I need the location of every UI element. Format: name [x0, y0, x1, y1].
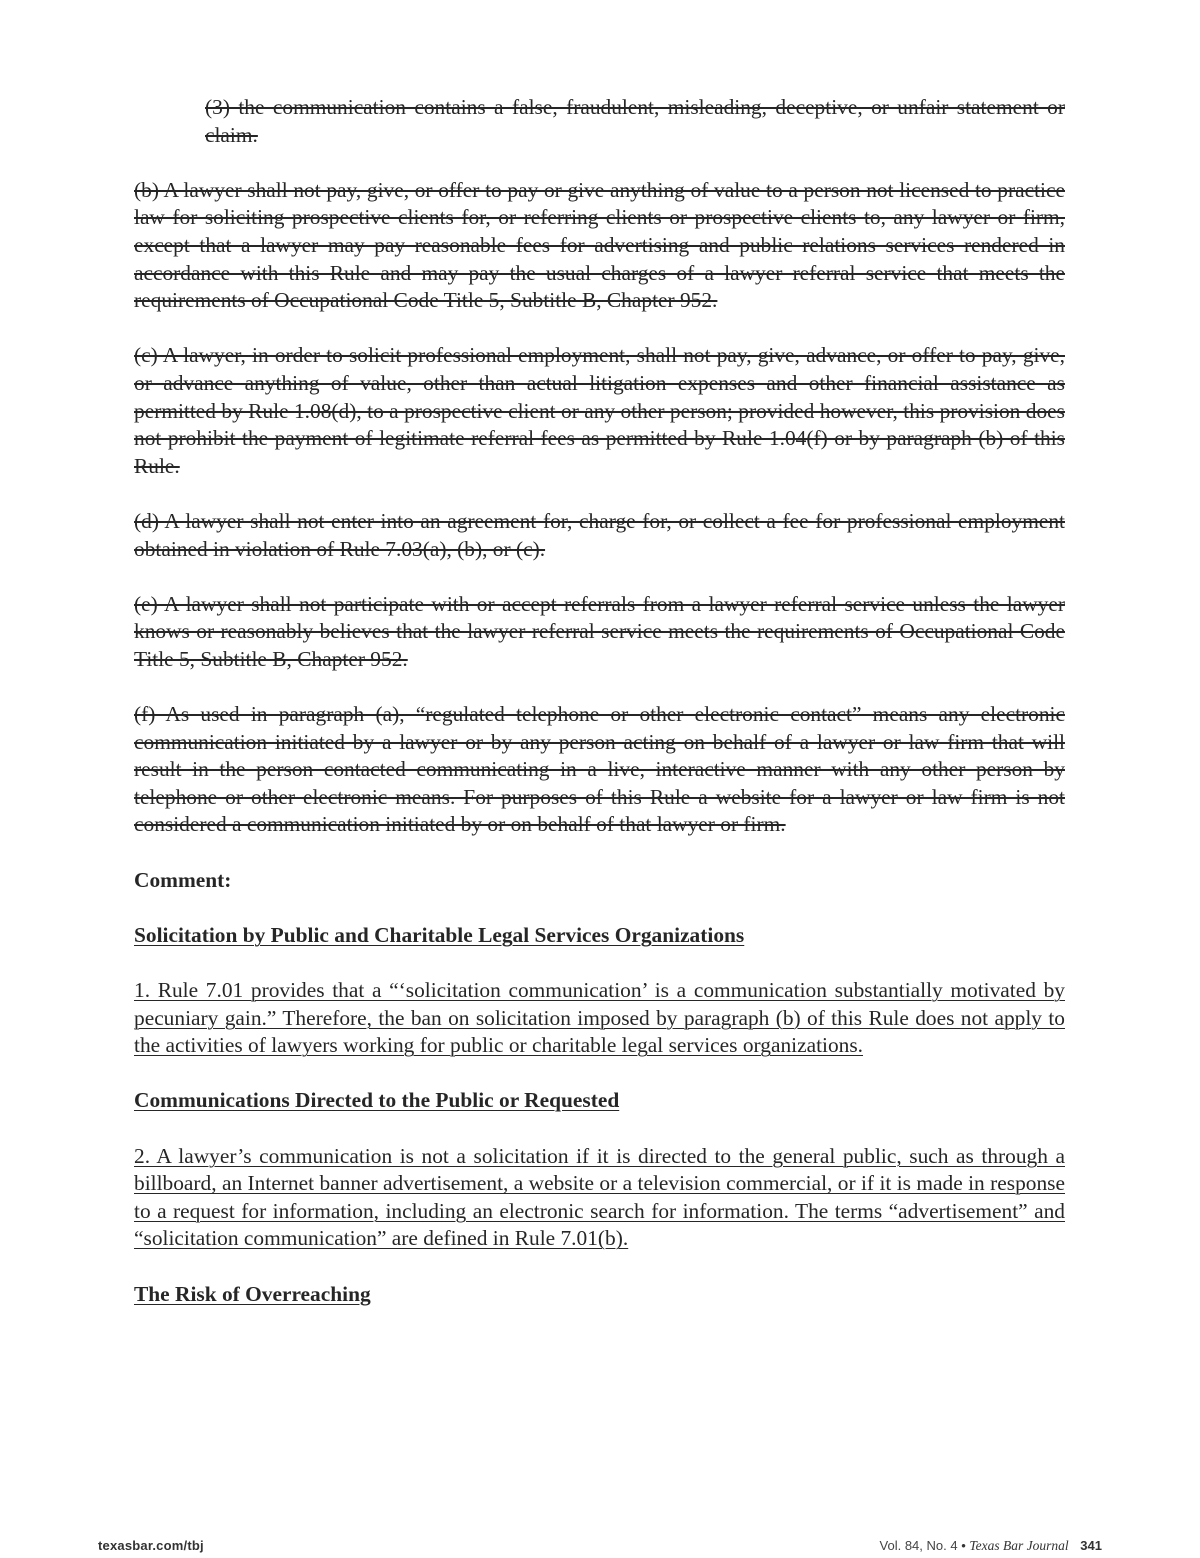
section-heading-communications: Communications Directed to the Public or Requested — [134, 1088, 620, 1113]
comment-paragraph-2: 2. A lawyer’s communication is not a solicitation if it is directed to the general public, such as through a billboard, an Internet banner advertisement, a website or a television commercial, or if it is made in response to a request for information, including an electronic search for information. The terms “advertisement” and “solicitation communication” are defined in Rule 7.01(b). — [134, 1143, 1065, 1251]
footer-journal-title: Texas Bar Journal — [969, 1538, 1069, 1553]
paragraph-d-struck: (d) A lawyer shall not enter into an agreement for, charge for, or collect a fee for professional employment obtained in violation of Rule 7.03(a), (b), or (c). — [134, 508, 1065, 561]
comment-paragraph-1: 1. Rule 7.01 provides that a “‘solicitation communication’ is a communication substantially motivated by pecuniary gain.” Therefore, the ban on solicitation imposed by paragraph (b) of this Rule does not apply to the activities of lawyers working for public or charitable legal services organizations. — [134, 978, 1065, 1058]
footer-site-link[interactable]: texasbar.com/tbj — [98, 1538, 204, 1553]
section-heading-overreaching: The Risk of Overreaching — [134, 1281, 371, 1306]
paragraph-a3-struck: (3) the communication contains a false, fraudulent, misleading, deceptive, or unfair statement or claim. — [205, 95, 1065, 147]
footer-publication-info — [880, 1538, 1102, 1554]
paragraph-b-struck: (b) A lawyer shall not pay, give, or offer to pay or give anything of value to a person not licensed to practice law for soliciting prospective clients for, or referring clients or prospective clients to, any lawyer or firm, except that a lawyer may pay reasonable fees for advertising and public relations services rendered in accordance with this Rule and may pay the usual charges of a lawyer referral service that meets the requirements of Occupational Code Title 5, Subtitle B, Chapter 952. — [134, 177, 1065, 313]
footer-volume: Vol. 84, No. 4 — [879, 1538, 958, 1553]
section-heading-solicitation: Solicitation by Public and Charitable Legal Services Organizations — [134, 922, 745, 947]
page-footer — [98, 1538, 1102, 1558]
paragraph-e-struck: (e) A lawyer shall not participate with or accept referrals from a lawyer referral service unless the lawyer knows or reasonably believes that the lawyer referral service meets the requirements of Occupational Code Title 5, Subtitle B, Chapter 952. — [134, 591, 1065, 671]
footer-page-number: 341 — [1080, 1538, 1102, 1553]
paragraph-c-struck: (c) A lawyer, in order to solicit professional employment, shall not pay, give, advance, or offer to pay, give, or advance anything of value, other than actual litigation expenses and other financial assistance as permitted by Rule 1.08(d), to a prospective client or any other person; provided however, this provision does not prohibit the payment of legitimate referral fees as permitted by Rule 1.04(f) or by paragraph (b) of this Rule. — [134, 343, 1065, 478]
document-body — [134, 94, 1065, 1336]
paragraph-f-struck: (f) As used in paragraph (a), “regulated telephone or other electronic contact” means any electronic communication initiated by a lawyer or by any person acting on behalf of a lawyer or law firm that will result in the person contacted communicating in a live, interactive manner with any other person by telephone or other electronic means. For purposes of this Rule a website for a lawyer or law firm is not considered a communication initiated by or on behalf of that lawyer or firm. — [134, 702, 1065, 837]
comment-heading: Comment: — [134, 867, 232, 892]
footer-bullet: • — [961, 1538, 966, 1553]
